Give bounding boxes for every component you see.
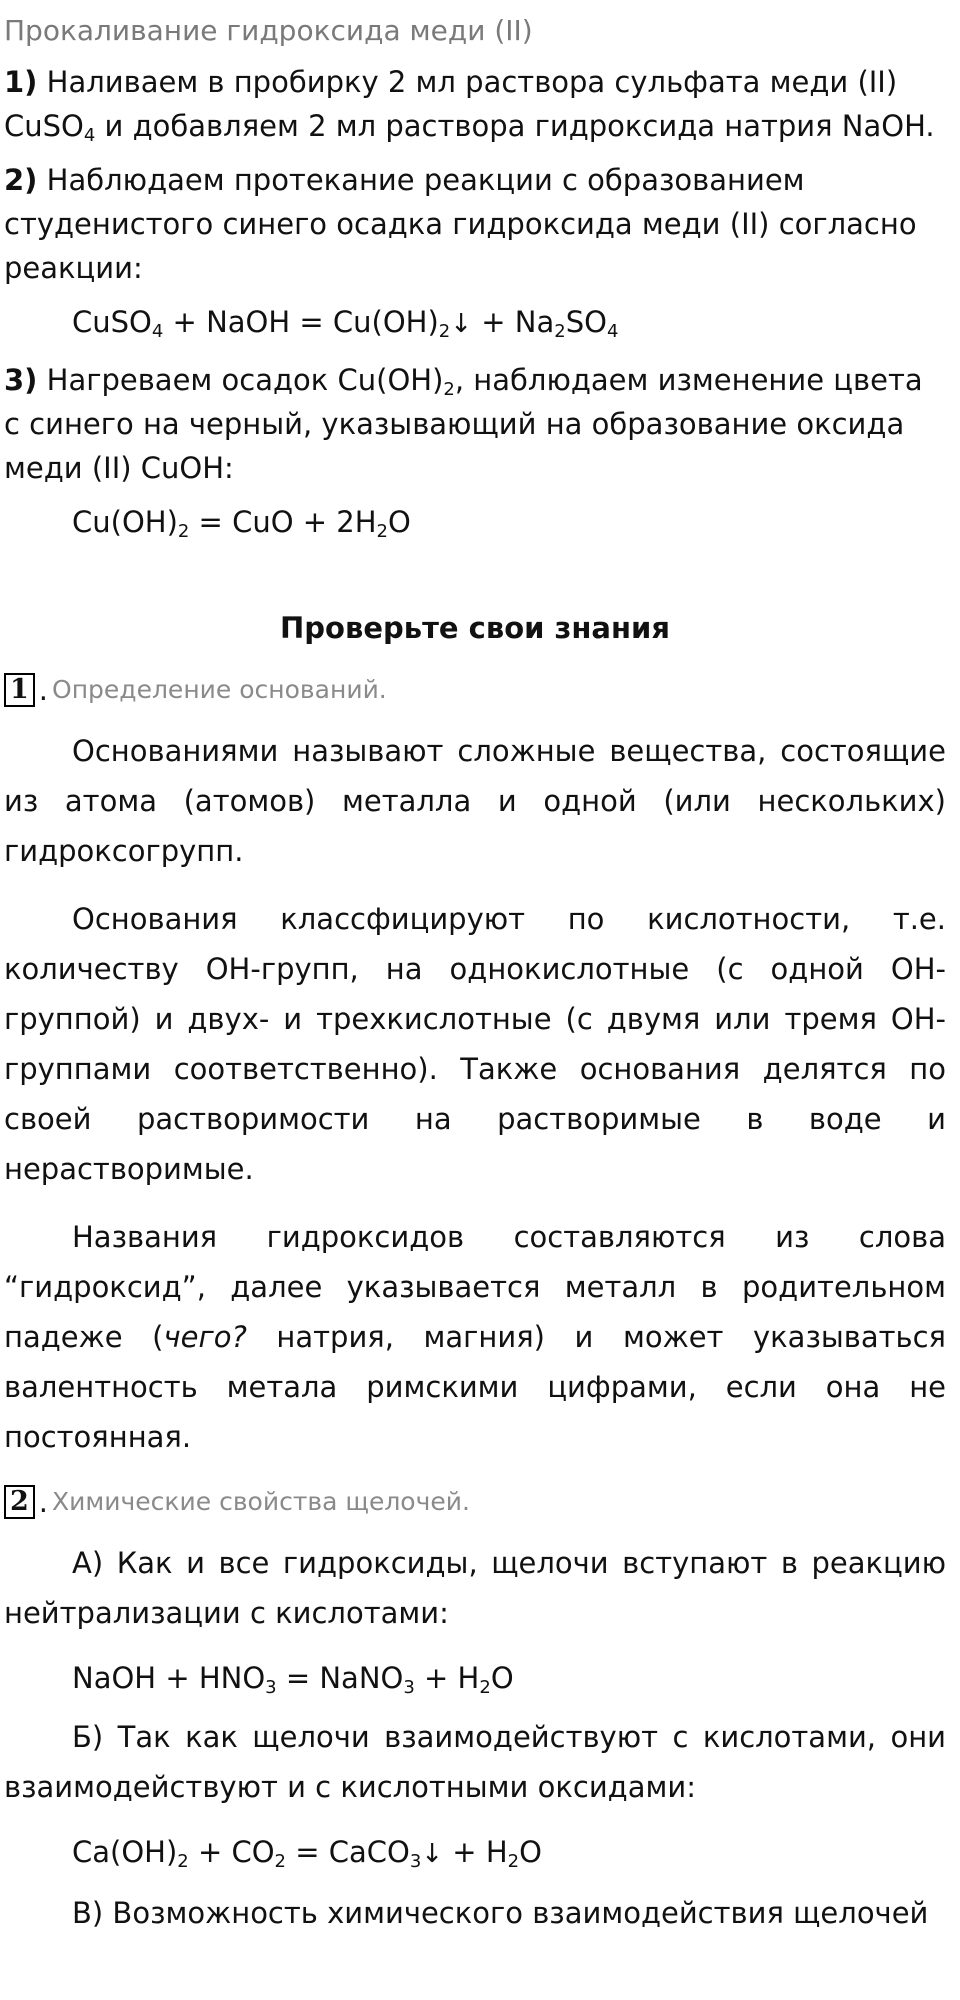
step-1	[4, 60, 946, 148]
formula-naoh-hno3	[4, 1656, 946, 1700]
step-3-text-a: Нагреваем осадок Cu(OH)	[37, 363, 444, 397]
formula-subscript: 3	[409, 1851, 422, 1872]
task-2-title: Химические свойства щелочей.	[52, 1487, 470, 1516]
task-1-dot: .	[38, 673, 49, 707]
step-1-number: 1)	[4, 65, 38, 99]
formula-subscript: 3	[403, 1677, 415, 1698]
task-1-number: 1	[10, 674, 29, 705]
task-1-paragraph-3-part-b: натрия, магния) и может указываться валентность метала римскими цифрами, если она не постоянная.	[4, 1320, 947, 1454]
step-1-text-a: Наливаем в пробирку 2 мл раствора сульфата меди (II) CuSO	[4, 65, 898, 143]
step-3-subscript: 2	[443, 379, 455, 400]
formula-subscript: 2	[438, 321, 451, 342]
task-1-paragraph-3-part-a: Названия гидроксидов составляются из слова “гидроксид”, далее указывается металл в родительном падеже (	[4, 1220, 946, 1354]
formula-subscript: 2	[177, 521, 190, 542]
formula-part: = NaNO	[276, 1661, 404, 1695]
formula-cuso4-naoh	[4, 300, 946, 346]
formula-subscript: 2	[479, 1677, 491, 1698]
formula-caoh2-co2	[4, 1830, 946, 1876]
formula-cuoh2-decomposition	[4, 500, 946, 544]
experiment-title: Прокаливание гидроксида меди (II)	[4, 14, 533, 47]
formula-part: + H	[414, 1661, 480, 1695]
formula-subscript: 2	[177, 1851, 189, 1872]
task-2-number: 2	[10, 1486, 29, 1517]
formula-part: = CuO + 2H	[189, 505, 377, 539]
step-3-text-b: , наблюдаем изменение цвета с синего на черный, указывающий на образование оксида меди (II) CuOH:	[4, 363, 923, 485]
formula-part: Cu(OH)	[72, 505, 178, 539]
task-2-header	[4, 1480, 946, 1524]
task-2-paragraph-a: А) Как и все гидроксиды, щелочи вступают в реакцию нейтрализации с кислотами:	[4, 1546, 946, 1630]
formula-subscript: 3	[265, 1677, 277, 1698]
task-1-title: Определение оснований.	[52, 675, 387, 704]
task-2-paragraph-b: Б) Так как щелочи взаимодействуют с кислотами, они взаимодействуют и с кислотными оксидами:	[4, 1720, 946, 1804]
formula-part: + H	[443, 1835, 508, 1869]
formula-part: NaOH + HNO	[72, 1661, 266, 1695]
task-1-paragraph-1: Основаниями называют сложные вещества, состоящие из атома (атомов) металла и одной (или нескольких) гидроксогрупп.	[4, 734, 946, 868]
task-1-paragraph-3	[4, 1212, 946, 1462]
task-1-number-box	[4, 673, 35, 707]
task-2-number-box	[4, 1485, 35, 1519]
formula-part: + NaOH = Cu(OH)	[163, 305, 439, 339]
formula-part: = CaCO	[286, 1835, 410, 1869]
formula-subscript: 2	[376, 521, 388, 542]
formula-subscript: 4	[151, 321, 164, 342]
step-1-subscript: 4	[83, 125, 96, 146]
formula-subscript: 2	[554, 321, 566, 342]
task-1-paragraph-2: Основания классфицируют по кислотности, т.е. количеству OH-групп, на однокислотные (с одной OH-группой) и двух- и трехкислотные (с двумя или тремя OH-группами соответственно). Также основания делятся по своей растворимости на растворимые в воде и нерастворимые.	[4, 902, 946, 1186]
formula-part: SO	[565, 305, 607, 339]
step-2-number: 2)	[4, 163, 38, 197]
formula-subscript: 2	[274, 1851, 286, 1872]
formula-part: O	[387, 505, 411, 539]
formula-part: + Na	[472, 305, 555, 339]
step-3	[4, 358, 946, 490]
step-3-number: 3)	[4, 363, 38, 397]
formula-part: O	[519, 1835, 542, 1869]
formula-part: CuSO	[72, 305, 152, 339]
task-1-paragraph-3-italic: чего?	[163, 1320, 247, 1354]
formula-part: Ca(OH)	[72, 1835, 178, 1869]
task-1-header	[4, 668, 946, 712]
step-2-text: Наблюдаем протекание реакции с образованием студенистого синего осадка гидроксида меди (II) согласно реакции:	[4, 163, 917, 285]
formula-part: + CO	[188, 1835, 275, 1869]
formula-subscript: 2	[507, 1851, 520, 1872]
formula-subscript: 4	[606, 321, 619, 342]
formula-part: O	[490, 1661, 514, 1695]
step-1-text-b: и добавляем 2 мл раствора гидроксида натрия NaOH.	[95, 109, 935, 143]
task-2-paragraph-c: В) Возможность химического взаимодействия щелочей	[72, 1896, 929, 1930]
section-title: Проверьте свои знания	[280, 611, 670, 645]
precipitate-arrow-icon: ↓	[450, 309, 473, 339]
step-2	[4, 158, 946, 290]
task-2-dot: .	[38, 1485, 49, 1519]
precipitate-arrow-icon: ↓	[421, 1839, 444, 1869]
